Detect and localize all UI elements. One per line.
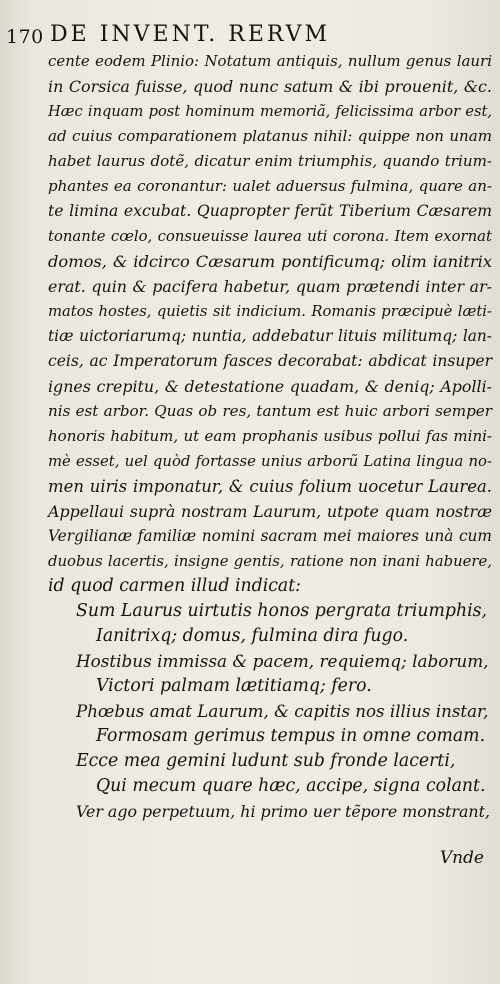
prose-line: id quod carmen illud indicat:	[48, 576, 301, 596]
prose-line: mè esset, uel quòd fortasse unius arborũ Latina lingua no-	[48, 453, 492, 470]
body-text	[48, 49, 492, 824]
verse-line: Ver ago perpetuum, hi primo uer tẽpore monstrant,	[76, 802, 490, 821]
prose-line: tiæ uictoriarumq; nuntia, addebatur lituis militumq; lan-	[48, 327, 492, 345]
verse-line: Ecce mea gemini ludunt sub fronde lacerti,	[76, 751, 456, 771]
prose-line: Hæc inquam post hominum memoriã, felicissima arbor est,	[48, 103, 492, 120]
prose-line: nis est arbor. Quas ob res, tantum est huic arbori semper	[48, 402, 492, 420]
catchword: Vnde	[439, 848, 484, 868]
prose-line: in Corsica fuisse, quod nunc satum & ibi prouenit, &c.	[48, 77, 492, 96]
prose-line: ceis, ac Imperatorum fasces decorabat: abdicat insuper	[48, 352, 492, 370]
prose-line: domos, & idcirco Cæsarum pontificumq; olim ianitrix	[48, 252, 492, 271]
verse-line: Phœbus amat Laurum, & capitis nos illius instar,	[76, 702, 489, 721]
page-header	[0, 16, 500, 50]
verse-line: Victori palmam lætitiamq; fero.	[96, 676, 372, 696]
running-head: DE INVENT. RERVM	[50, 22, 331, 47]
prose-line: cente eodem Plinio: Notatum antiquis, nullum genus lauri	[48, 52, 492, 70]
verse-line: Formosam gerimus tempus in omne comam.	[96, 726, 486, 746]
prose-line: ad cuius comparationem platanus nihil: quippe non unam	[48, 127, 492, 145]
prose-line: tonante cœlo, consueuisse laurea uti corona. Item exornat	[48, 228, 492, 245]
prose-line: duobus lacertis, insigne gentis, ratione non inani habuere,	[48, 553, 492, 570]
prose-line: ignes crepitu, & detestatione quadam, & deniq; Apolli-	[48, 377, 492, 396]
prose-line: erat. quin & pacifera habetur, quam prætendi inter ar-	[48, 277, 492, 296]
prose-line: phantes ea coronantur: ualet aduersus fulmina, quare an-	[48, 177, 492, 195]
page-number: 170	[6, 26, 44, 48]
verse-line: Qui mecum quare hæc, accipe, signa colant.	[96, 776, 486, 796]
prose-line: honoris habitum, ut eam prophanis usibus pollui fas mini-	[48, 427, 492, 445]
prose-line: Appellaui suprà nostram Laurum, utpote quam nostræ	[48, 502, 492, 521]
prose-line: men uiris imponatur, & cuius folium uocetur Laurea.	[48, 477, 492, 496]
verse-line: Ianitrixq; domus, fulmina dira fugo.	[96, 626, 409, 646]
verse-line: Hostibus immissa & pacem, requiemq; laborum,	[76, 651, 489, 671]
prose-line: Vergilianæ familiæ nomini sacram mei maiores unà cum	[48, 527, 492, 545]
prose-line: habet laurus dotẽ, dicatur enim triumphis, quando trium-	[48, 152, 492, 170]
prose-line: matos hostes, quietis sit indicium. Romanis præcipuè læti-	[48, 303, 492, 320]
verse-line: Sum Laurus uirtutis honos pergrata triumphis,	[76, 601, 488, 621]
prose-line: te limina excubat. Quapropter ferũt Tiberium Cæsarem	[48, 202, 492, 220]
